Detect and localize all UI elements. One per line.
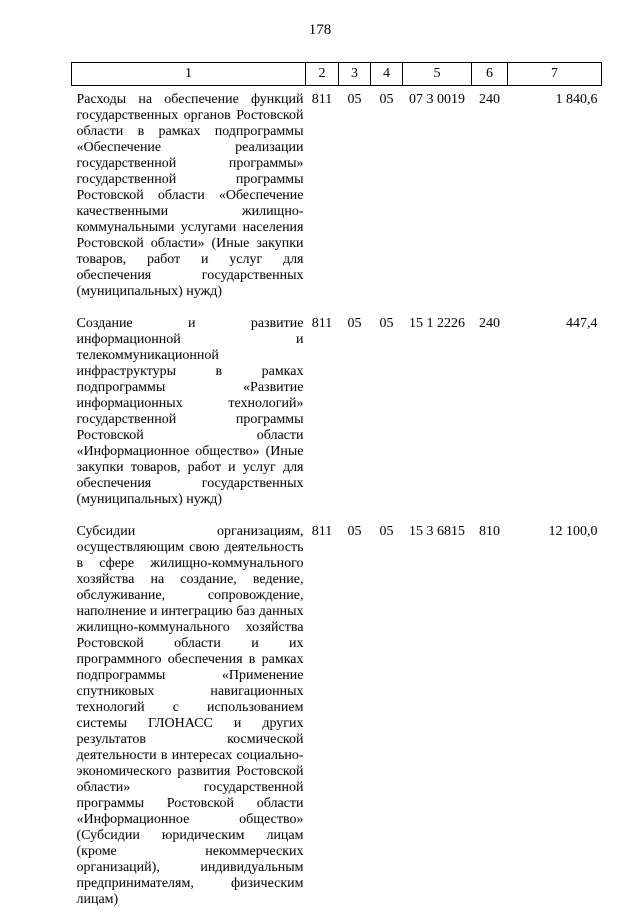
row-target-code: 15 3 6815 — [409, 524, 465, 539]
row-ministry-code: 811 — [311, 316, 333, 331]
row-description: Расходы на обеспечение функций государственных органов Ростовской области в рамках подпрограммы «Обеспечение реализации государственной программы» государственной программы Ростовской области «Обеспечение качественными жилищно-коммунальными услугами населения Ростовской области» (Иные закупки товаров, работ и услуг для обеспечения государственных (муниципальных) нужд) — [76, 92, 304, 299]
row-amount: 1 840,6 — [555, 92, 598, 107]
column-header-2: 2 — [306, 63, 339, 86]
row-target-code: 15 1 2226 — [409, 316, 465, 331]
row-description: Создание и развитие информационной и телекоммуникационной инфраструктуры в рамках подпрограммы «Развитие информационных технологий» государственной программы Ростовской области «Информационное общество» (Иные закупки товаров, работ и услуг для обеспечения государственных (муниципальных) нужд) — [76, 316, 304, 507]
row-subsection-code: 05 — [379, 92, 394, 107]
row-section-code: 05 — [347, 316, 362, 331]
row-expense-type: 240 — [479, 92, 500, 107]
row-amount: 12 100,0 — [548, 524, 598, 539]
table-row — [72, 310, 602, 518]
column-header-3: 3 — [339, 63, 371, 86]
column-header-6: 6 — [472, 63, 508, 86]
row-expense-type: 810 — [479, 524, 500, 539]
row-description: Субсидии организациям, осуществляющим свою деятельность в сфере жилищно-коммунального хозяйства на создание, ведение, обслуживание, сопровождение, наполнение и интеграцию баз данных жилищно-коммунального хозяйства Ростовской области и их программного обеспечения в рамках подпрограммы «Применение спутниковых навигационных технологий с использованием системы ГЛОНАСС и других результатов космической деятельности в интересах социально-экономического развития Ростовской области» государственной программы Ростовской области «Информационное общество» (Субсидии юридическим лицам (кроме некоммерческих организаций), индивидуальным предпринимателям, физическим лицам) — [76, 524, 304, 907]
row-subsection-code: 05 — [379, 316, 394, 331]
table-row — [72, 518, 602, 918]
row-amount: 447,4 — [566, 316, 598, 331]
row-ministry-code: 811 — [311, 92, 333, 107]
row-target-code: 07 3 0019 — [409, 92, 465, 107]
table-row — [72, 86, 602, 311]
column-header-5: 5 — [403, 63, 472, 86]
row-subsection-code: 05 — [379, 524, 394, 539]
row-section-code: 05 — [347, 92, 362, 107]
page-number: 178 — [308, 22, 332, 38]
budget-table — [71, 62, 602, 918]
row-expense-type: 240 — [479, 316, 500, 331]
row-section-code: 05 — [347, 524, 362, 539]
column-header-4: 4 — [371, 63, 403, 86]
column-header-7: 7 — [508, 63, 602, 86]
table-header-row — [72, 63, 602, 86]
row-ministry-code: 811 — [311, 524, 333, 539]
column-header-1: 1 — [72, 63, 306, 86]
